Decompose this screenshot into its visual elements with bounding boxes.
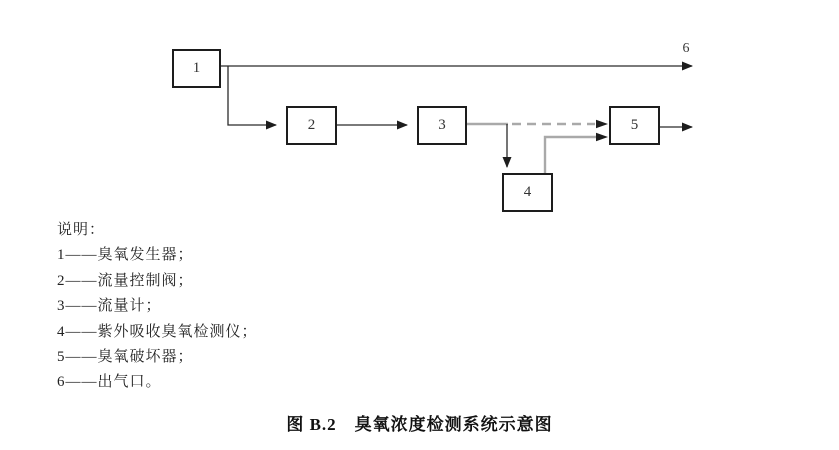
figure-number: 图 B.2: [286, 415, 337, 434]
flow-box-ozone-generator: [172, 49, 221, 88]
line-box4-to-box5: [545, 137, 596, 173]
flow-box-label: 5: [630, 117, 639, 133]
flow-box-label: 4: [523, 184, 532, 200]
flow-box-label: 2: [307, 117, 316, 133]
figure-caption: [0, 410, 839, 435]
legend-item: 5——臭氧破坏器；: [57, 349, 194, 366]
legend-item: 4——紫外吸收臭氧检测仪；: [57, 323, 258, 340]
flow-box-flow-meter: [417, 106, 467, 145]
arrowhead-dashed-into-box5: [596, 120, 608, 128]
legend-item: 1——臭氧发生器；: [57, 247, 194, 264]
legend: [57, 218, 258, 396]
flow-box-label: 3: [438, 117, 446, 133]
flow-box-label: 1: [192, 60, 201, 76]
outlet-number-label: 6: [682, 41, 690, 56]
figure-title: 臭氧浓度检测系统示意图: [354, 415, 553, 434]
arrowhead-box4-into-box5: [596, 133, 608, 141]
flow-box-ozone-destructor: [609, 106, 660, 145]
legend-title: 说明：: [57, 222, 106, 238]
flow-box-uv-ozone-analyzer: [502, 173, 553, 212]
flow-box-flow-control-valve: [286, 106, 337, 145]
line-branch-to-box2: [228, 66, 276, 125]
legend-item: 6——出气口。: [57, 374, 162, 391]
legend-item: 3——流量计；: [57, 298, 162, 315]
legend-item: 2——流量控制阀；: [57, 272, 194, 289]
